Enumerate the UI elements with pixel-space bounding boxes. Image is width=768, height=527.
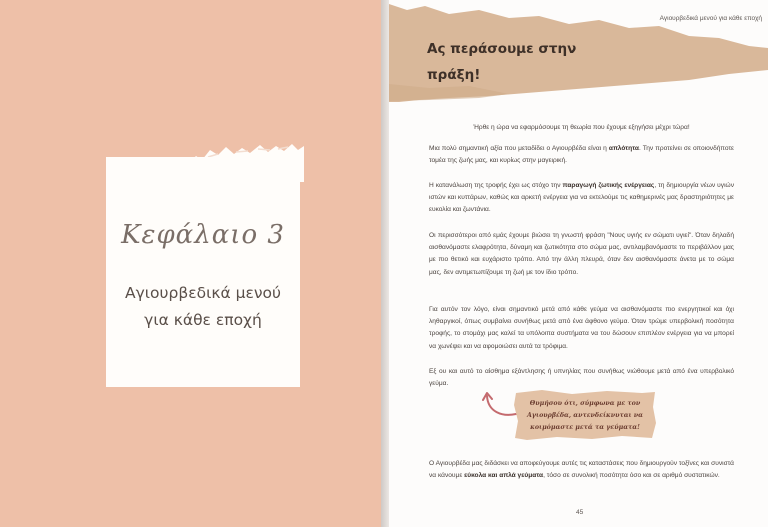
paragraph-1-bold: απλότητα (608, 145, 639, 152)
paragraph-2-text-c: , τη δημιουργία νέων υγιών ιστών και κυττάρων, καθώς και αρκετή ενέργεια για να εκτελούμε τις καθημερινές μας δραστηριότητες με ευκολία και ζωντάνια. (429, 182, 734, 214)
callout-line1: Θυμήσου ότι, σύμφωνα με τον (529, 400, 641, 407)
chapter-title: Κεφάλαιο 3 (121, 220, 285, 250)
paragraph-6-text-c: , τόσο σε συνολική ποσότητα όσο και σε αριθμό συστατικών. (543, 472, 720, 480)
chapter-subtitle (106, 280, 300, 334)
paragraph-2-text-a: Η κατανάλωση της τροφής έχει ως στόχο την (429, 182, 563, 189)
chapter-subtitle-line1: Αγιουρβεδικά μενού (125, 284, 281, 302)
section-title-line2: πράξη! (427, 67, 481, 83)
paragraph-4: Για αυτόν τον λόγο, είναι σημαντικό μετά από κάθε γεύμα να αισθανόμαστε πιο ενεργητικοί και όχι ληθαργικοί, όπως συμβαίνει συνήθως μετά από ένα άφθονο γεύμα. Όταν τρώμε υπερβολική ποσότητα τροφής, το στομάχι μας καλεί τα υπόλοιπα συστήματα να του δώσουν επιπλέον ενέργεια για να μπορεί να χωνέψει και να αφομοιώσει αυτά τα τρόφιμα. (429, 306, 734, 350)
callout-note (517, 398, 653, 434)
section-title-line1: Ας περάσουμε στην (427, 41, 577, 57)
paragraph-1 (429, 143, 734, 167)
paragraph-6-bold: εύκολα και απλά γεύματα (464, 472, 544, 480)
paragraph-5: Εξ ου και αυτό το αίσθημα εξάντλησης ή υπνηλίας που συνήθως νιώθουμε μετά από ένα υπερβολικό γεύμα. (429, 368, 734, 388)
paragraph-2 (429, 180, 734, 217)
paragraph-1-text-a: Μια πολύ σημαντική αξία που μεταδίδει ο Αγιουρβέδα είναι η (429, 145, 609, 152)
callout-line3: κοιμόμαστε μετά τα γεύματα! (530, 424, 640, 431)
intro-paragraph: Ήρθε η ώρα να εφαρμόσουμε τη θεωρία που έχουμε εξηγήσει μέχρι τώρα! (473, 124, 690, 131)
chapter-card (106, 157, 300, 387)
paragraph-1-text-c: . Την προτείνει σε οποιονδήποτε τομέα της ζωής μας, και κυρίως στην μαγειρική. (429, 145, 734, 165)
book-gutter (381, 0, 389, 527)
paragraph-2-bold: παραγωγή ζωτικής ενέργειας (562, 182, 655, 189)
callout-line2: Αγιουρβέδα, αντενδείκνυται να (526, 412, 643, 419)
section-title (427, 36, 597, 88)
right-page (389, 0, 768, 527)
chapter-subtitle-line2: για κάθε εποχή (144, 311, 262, 329)
paragraph-6 (429, 458, 734, 482)
page-number: 45 (576, 509, 584, 516)
paragraph-3: Οι περισσότεροι από εμάς έχουμε βιώσει τη γνωστή φράση "Νους υγιής εν σώματι υγιεί". Όταν δηλαδή αισθανόμαστε ελαφρότητα, δύναμη και ζωτικότητα στο σώμα μας, αντιλαμβανόμαστε το περιβάλλον μας με πιο θετικό και ευχάριστο τρόπο. Από την άλλη πλευρά, όταν δεν αισθανόμαστε άνετα με το σώμα μας, δεν αντιμετωπίζουμε τη ζωή με τον ίδιο τρόπο. (429, 232, 734, 276)
running-head: Αγιουρβεδικά μενού για κάθε εποχή (659, 15, 762, 22)
paragraph-6-text-a: Ο Αγιουρβέδα μας διδάσκει να αποφεύγουμε αυτές τις καταστάσεις που δημιουργούν τοξίνες και συνιστά να κάνουμε (429, 460, 734, 480)
